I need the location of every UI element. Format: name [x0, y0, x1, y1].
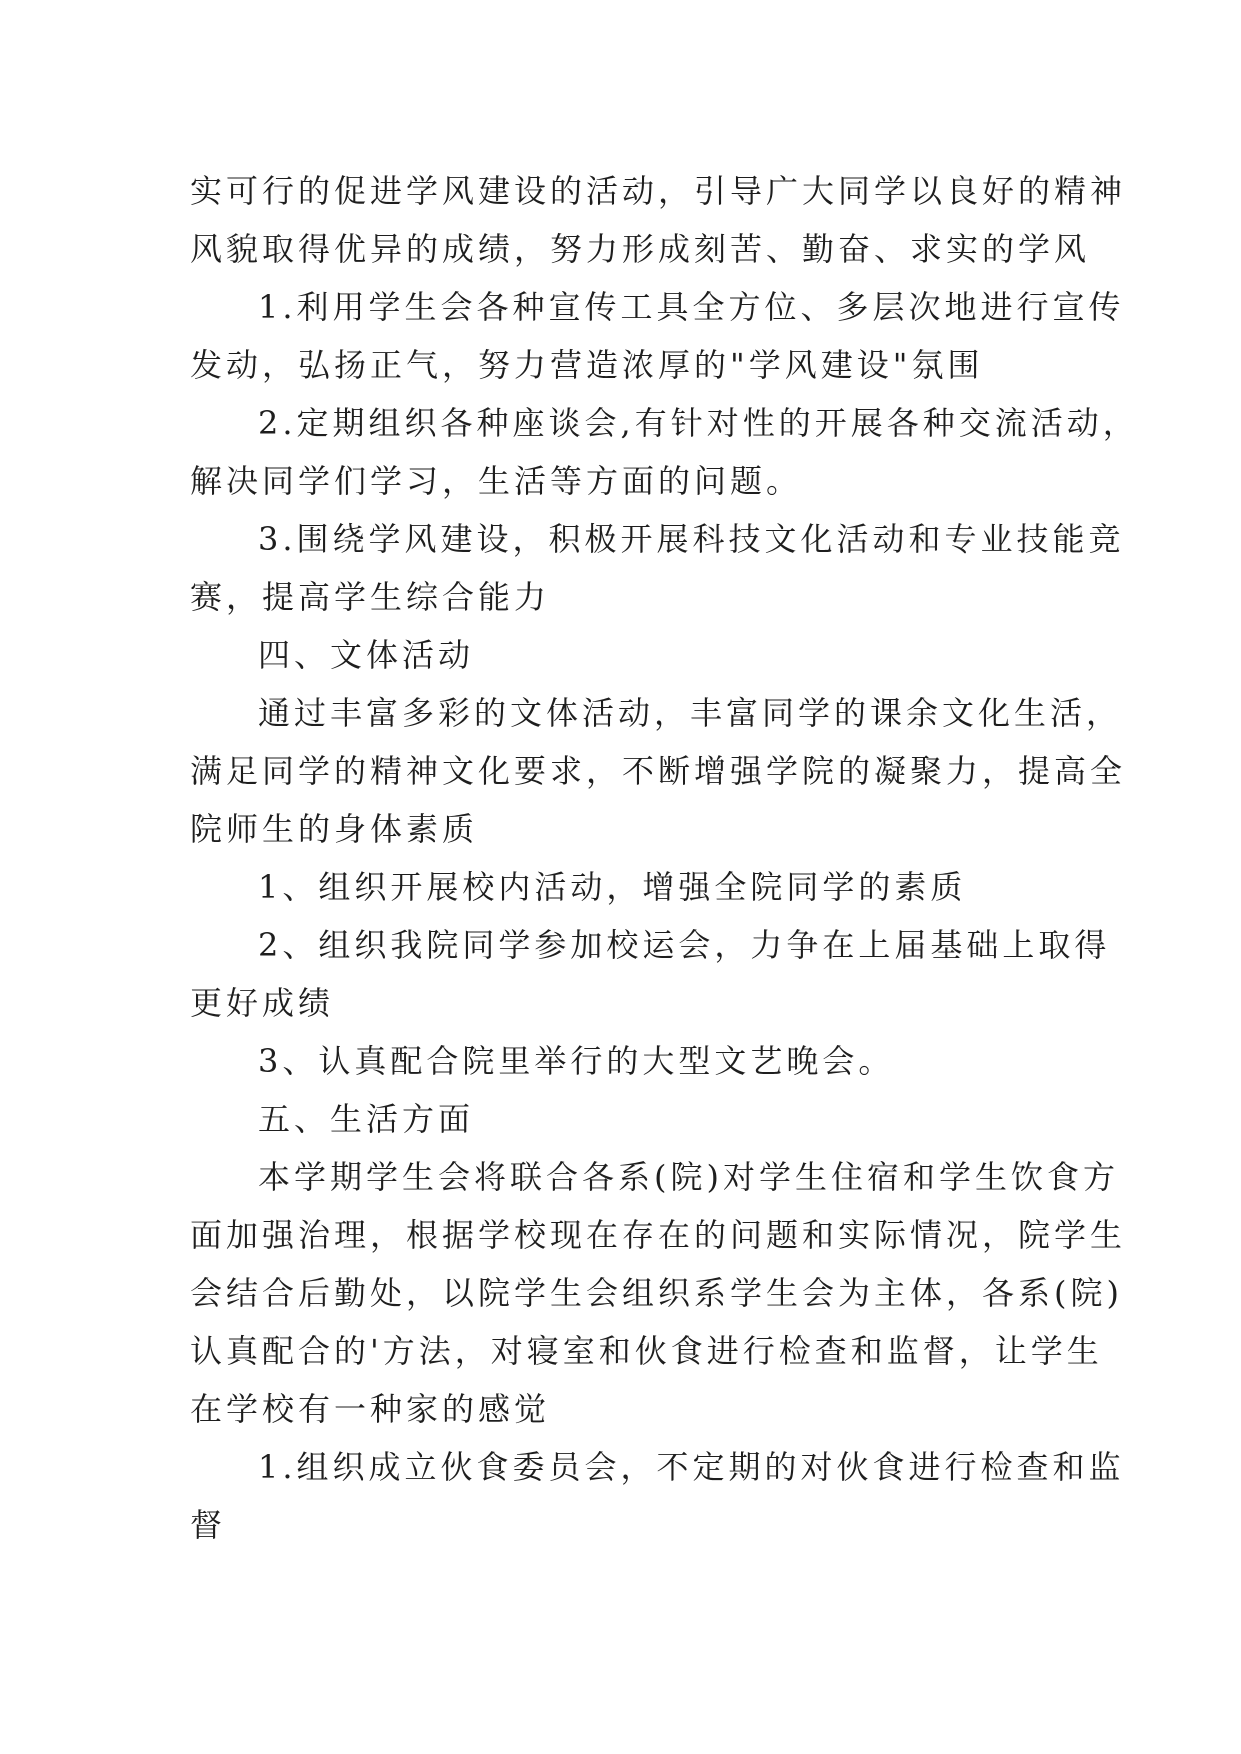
text-line: 满足同学的精神文化要求，不断增强学院的凝聚力，提高全 [190, 752, 1127, 790]
text-line: 3.围绕学风建设，积极开展科技文化活动和专业技能竞 [258, 520, 1125, 558]
document-body [190, 162, 1139, 1554]
text-line: 2.定期组织各种座谈会,有针对性的开展各种交流活动， [258, 404, 1139, 442]
text-line: 实可行的促进学风建设的活动，引导广大同学以良好的精神 [190, 172, 1127, 210]
text-line: 会结合后勤处，以院学生会组织系学生会为主体，各系(院) [190, 1274, 1123, 1312]
text-line: 督 [190, 1506, 227, 1544]
text-line: 面加强治理，根据学校现在存在的问题和实际情况，院学生 [190, 1216, 1127, 1254]
text-line: 3、认真配合院里举行的大型文艺晚会。 [258, 1042, 895, 1080]
text-line: 更好成绩 [190, 984, 335, 1022]
text-line: 通过丰富多彩的文体活动，丰富同学的课余文化生活， [258, 694, 1123, 732]
text-line: 本学期学生会将联合各系(院)对学生住宿和学生饮食方 [258, 1158, 1119, 1196]
text-line: 发动，弘扬正气，努力营造浓厚的"学风建设"氛围 [190, 346, 984, 384]
text-line: 1.利用学生会各种宣传工具全方位、多层次地进行宣传 [258, 288, 1125, 326]
text-line: 1.组织成立伙食委员会，不定期的对伙食进行检查和监 [258, 1448, 1125, 1486]
text-line: 院师生的身体素质 [190, 810, 479, 848]
text-line: 解决同学们学习，生活等方面的问题。 [190, 462, 803, 500]
text-line: 2、组织我院同学参加校运会，力争在上届基础上取得 [258, 926, 1111, 964]
text-line: 在学校有一种家的感觉 [190, 1390, 551, 1428]
section-heading: 五、生活方面 [258, 1100, 475, 1138]
text-line: 赛，提高学生综合能力 [190, 578, 551, 616]
text-line: 风貌取得优异的成绩，努力形成刻苦、勤奋、求实的学风 [190, 230, 1091, 268]
text-line: 认真配合的'方法，对寝室和伙食进行检查和监督，让学生 [190, 1332, 1103, 1370]
section-heading: 四、文体活动 [258, 636, 475, 674]
text-line: 1、组织开展校内活动，增强全院同学的素质 [258, 868, 967, 906]
